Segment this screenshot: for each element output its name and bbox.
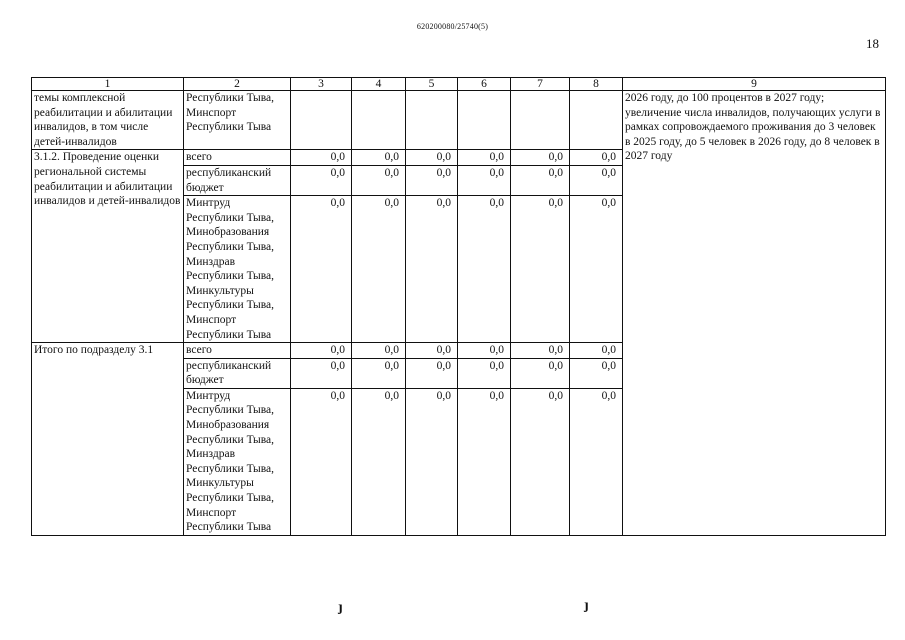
value-cell: 0,0 [406, 358, 458, 388]
value-cell [458, 91, 511, 150]
column-header: 5 [406, 78, 458, 91]
activity-cell: Итого по подразделу 3.1 [32, 343, 184, 536]
value-cell: 0,0 [406, 196, 458, 343]
value-cell: 0,0 [352, 196, 406, 343]
result-cell: 2026 году, до 100 процентов в 2027 году; увеличение числа инвалидов, получающих услуги в рамках сопровождаемого проживания до 3 человек в 2025 году, до 5 человек в 2026 году, до 8 человек в 2027 году [623, 91, 886, 536]
column-header: 8 [570, 78, 623, 91]
column-header: 1 [32, 78, 184, 91]
value-cell [406, 91, 458, 150]
value-cell [511, 91, 570, 150]
value-cell: 0,0 [352, 165, 406, 195]
value-cell: 0,0 [406, 388, 458, 535]
value-cell [570, 91, 623, 150]
column-header: 2 [184, 78, 291, 91]
value-cell: 0,0 [291, 196, 352, 343]
value-cell: 0,0 [570, 358, 623, 388]
value-cell: 0,0 [511, 388, 570, 535]
value-cell: 0,0 [458, 150, 511, 166]
column-header: 4 [352, 78, 406, 91]
source-cell: всего [184, 150, 291, 166]
value-cell: 0,0 [511, 358, 570, 388]
value-cell: 0,0 [511, 150, 570, 166]
value-cell: 0,0 [458, 165, 511, 195]
value-cell: 0,0 [406, 150, 458, 166]
column-header: 7 [511, 78, 570, 91]
value-cell: 0,0 [291, 150, 352, 166]
value-cell: 0,0 [352, 358, 406, 388]
value-cell: 0,0 [291, 358, 352, 388]
value-cell: 0,0 [570, 388, 623, 535]
value-cell: 0,0 [511, 165, 570, 195]
value-cell: 0,0 [352, 388, 406, 535]
value-cell: 0,0 [511, 343, 570, 359]
table-row [32, 91, 886, 150]
column-header: 9 [623, 78, 886, 91]
value-cell: 0,0 [458, 196, 511, 343]
value-cell: 0,0 [570, 165, 623, 195]
value-cell [352, 91, 406, 150]
column-header: 3 [291, 78, 352, 91]
value-cell: 0,0 [406, 165, 458, 195]
value-cell [291, 91, 352, 150]
program-table [31, 77, 886, 536]
column-header: 6 [458, 78, 511, 91]
activity-cell: 3.1.2. Проведение оценки региональной системы реабилитации и абилитации инвалидов и детей-инвалидов [32, 150, 184, 343]
value-cell: 0,0 [291, 388, 352, 535]
value-cell: 0,0 [511, 196, 570, 343]
source-cell: республиканский бюджет [184, 358, 291, 388]
scan-mark: ȷ [338, 600, 343, 615]
value-cell: 0,0 [406, 343, 458, 359]
executor-cell: Республики Тыва, Минспорт Республики Тыва [184, 91, 291, 150]
value-cell: 0,0 [458, 388, 511, 535]
page-number: 18 [866, 36, 879, 51]
source-cell: всего [184, 343, 291, 359]
source-cell: республиканский бюджет [184, 165, 291, 195]
activity-cell: темы комплексной реабилитации и абилитации инвалидов, в том числе детей-инвалидов [32, 91, 184, 150]
value-cell: 0,0 [570, 150, 623, 166]
value-cell: 0,0 [352, 150, 406, 166]
value-cell: 0,0 [291, 165, 352, 195]
value-cell: 0,0 [458, 358, 511, 388]
column-header-row [32, 78, 886, 91]
value-cell: 0,0 [352, 343, 406, 359]
source-cell: Минтруд Республики Тыва, Минобразования Республики Тыва, Минздрав Республики Тыва, Минкультуры Республики Тыва, Минспорт Республики Тыва [184, 196, 291, 343]
value-cell: 0,0 [570, 343, 623, 359]
document-code: 620200080/25740(5) [416, 22, 489, 31]
source-cell: Минтруд Республики Тыва, Минобразования Республики Тыва, Минздрав Республики Тыва, Минкультуры Республики Тыва, Минспорт Республики Тыва [184, 388, 291, 535]
value-cell: 0,0 [570, 196, 623, 343]
value-cell: 0,0 [291, 343, 352, 359]
value-cell: 0,0 [458, 343, 511, 359]
scan-mark: ȷ [584, 598, 589, 613]
